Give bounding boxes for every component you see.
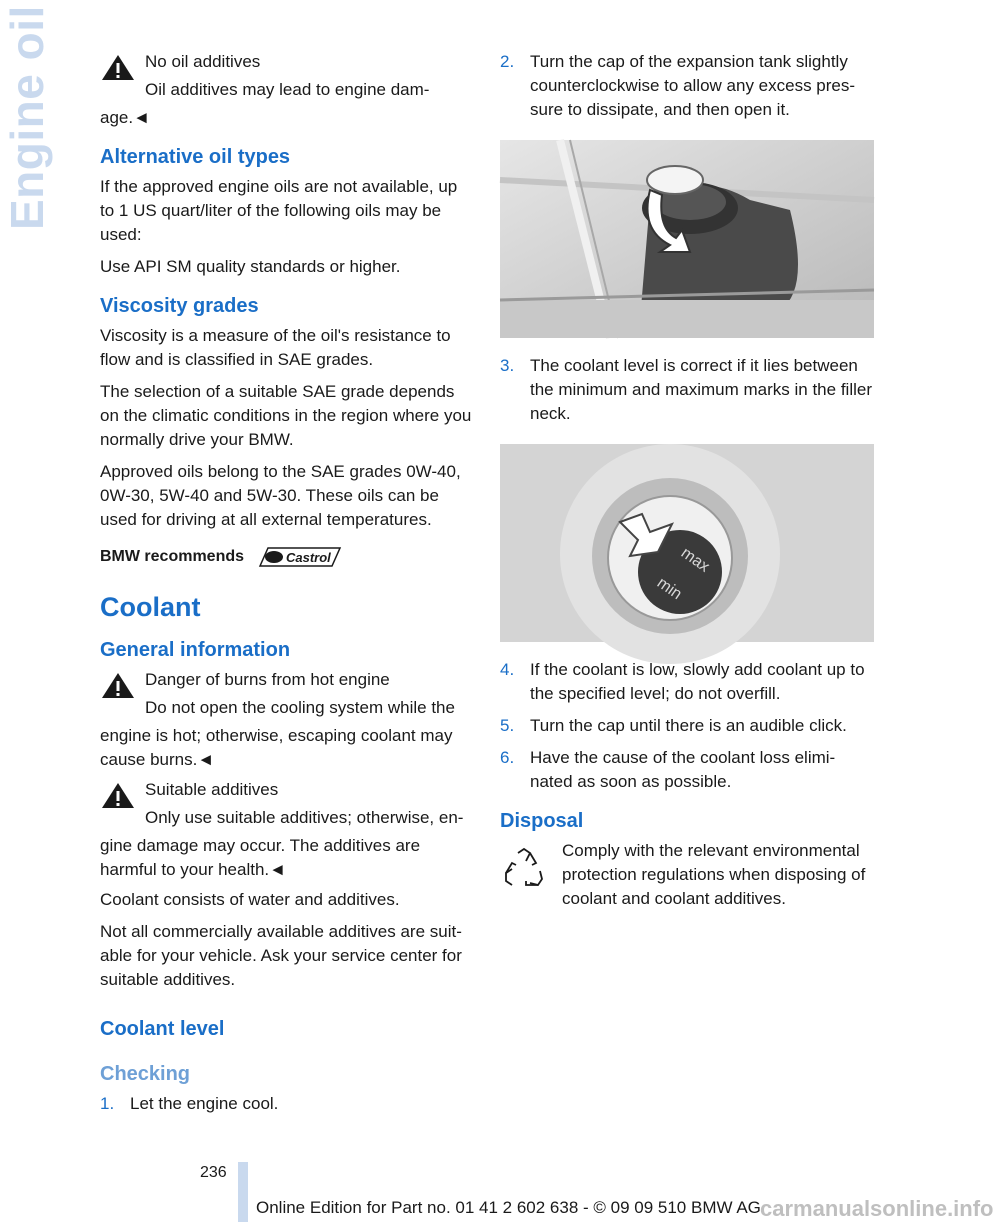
warning-triangle-icon <box>100 52 136 84</box>
warning-title: No oil additives <box>145 52 261 71</box>
castrol-brand-text: Castrol <box>286 550 331 565</box>
list-item <box>500 714 874 738</box>
min-mark-label: min <box>653 574 685 604</box>
step-text: Have the cause of the coolant loss elimi-nated as soon as possible. <box>530 748 836 791</box>
recycling-icon <box>500 845 548 893</box>
step-number: 3. <box>500 356 515 375</box>
warning-triangle-icon <box>100 780 136 812</box>
general-information-heading: General information <box>100 639 291 661</box>
checking-steps <box>100 1092 476 1116</box>
warning-suitable-additives <box>100 778 476 882</box>
warning-text: Do not open the cooling system while the <box>145 698 455 717</box>
coolant-text-2: Not all commercially available additives are suit-able for your vehicle. Ask your service center for suitable additives. <box>100 922 462 989</box>
warning-text-cont: age.◄ <box>100 108 150 127</box>
viscosity-heading: Viscosity grades <box>100 295 259 317</box>
list-item <box>500 50 874 122</box>
step-text: Turn the cap until there is an audible click. <box>530 716 847 735</box>
steps-a <box>500 50 874 122</box>
footer-bar <box>238 1162 248 1222</box>
bmw-recommends <box>100 546 476 568</box>
castrol-logo-icon <box>256 546 342 568</box>
disposal-heading: Disposal <box>500 810 584 832</box>
coolant-level-heading: Coolant level <box>100 1018 225 1040</box>
viscosity-text-2: The selection of a suitable SAE grade depends on the climatic conditions in the region where you normally drive your BMW. <box>100 382 472 449</box>
coolant-heading: Coolant <box>100 592 201 622</box>
disposal-note <box>500 839 874 911</box>
warning-triangle-icon <box>100 670 136 702</box>
side-tab-title: Engine oil <box>1 5 53 230</box>
disposal-text: Comply with the relevant environmental protection regulations when disposing of coolant and coolant additives. <box>562 841 866 908</box>
alternative-oil-heading: Alternative oil types <box>100 146 291 168</box>
step-text: Turn the cap of the expansion tank slightly counterclockwise to allow any excess pres-sure to dissipate, and then open it. <box>530 52 856 119</box>
step-number: 5. <box>500 716 515 735</box>
warning-title: Danger of burns from hot engine <box>145 670 390 689</box>
left-column <box>100 50 476 1124</box>
viscosity-text-1: Viscosity is a measure of the oil's resistance to flow and is classified in SAE grades. <box>100 326 451 369</box>
right-column <box>500 50 874 919</box>
step-text: The coolant level is correct if it lies between the minimum and maximum marks in the filler neck. <box>530 356 872 423</box>
list-item <box>500 354 874 426</box>
step-number: 2. <box>500 52 515 71</box>
filler-neck-photo <box>500 444 874 642</box>
steps-c <box>500 658 874 794</box>
list-item <box>500 658 874 706</box>
checking-heading: Checking <box>100 1063 191 1085</box>
watermark: carmanualsonline.info <box>760 1196 994 1221</box>
steps-b <box>500 354 874 426</box>
step-number: 6. <box>500 748 515 767</box>
warning-text: Only use suitable additives; otherwise, en- <box>145 808 464 827</box>
warning-oil-additives <box>100 50 476 130</box>
viscosity-text-3: Approved oils belong to the SAE grades 0W-40, 0W-30, 5W-40 and 5W-30. These oils can be used for driving at all external temperatures. <box>100 462 461 529</box>
alternative-oil-text: If the approved engine oils are not available, up to 1 US quart/liter of the following oils may be used: <box>100 177 458 244</box>
list-item <box>100 1092 476 1116</box>
alternative-oil-standard: Use API SM quality standards or higher. <box>100 257 401 276</box>
edition-text: Online Edition for Part no. 01 41 2 602 638 - © 09 09 510 BMW AG <box>256 1198 761 1217</box>
coolant-text-1: Coolant consists of water and additives. <box>100 890 400 909</box>
page-number: 236 <box>200 1164 227 1181</box>
step-text: Let the engine cool. <box>130 1094 279 1113</box>
warning-text-cont: engine is hot; otherwise, escaping coolant may cause burns.◄ <box>100 726 453 769</box>
expansion-tank-cap-photo <box>500 140 874 338</box>
warning-text: Oil additives may lead to engine dam- <box>145 80 430 99</box>
max-mark-label: max <box>677 544 713 576</box>
step-text: If the coolant is low, slowly add coolant up to the specified level; do not overfill. <box>530 660 865 703</box>
step-number: 4. <box>500 660 515 679</box>
warning-title: Suitable additives <box>145 780 279 799</box>
step-number: 1. <box>100 1094 115 1113</box>
list-item <box>500 746 874 794</box>
recommend-label: BMW recommends <box>100 548 245 565</box>
warning-text-cont: gine damage may occur. The additives are harmful to your health.◄ <box>100 836 421 879</box>
warning-hot-engine <box>100 668 476 772</box>
